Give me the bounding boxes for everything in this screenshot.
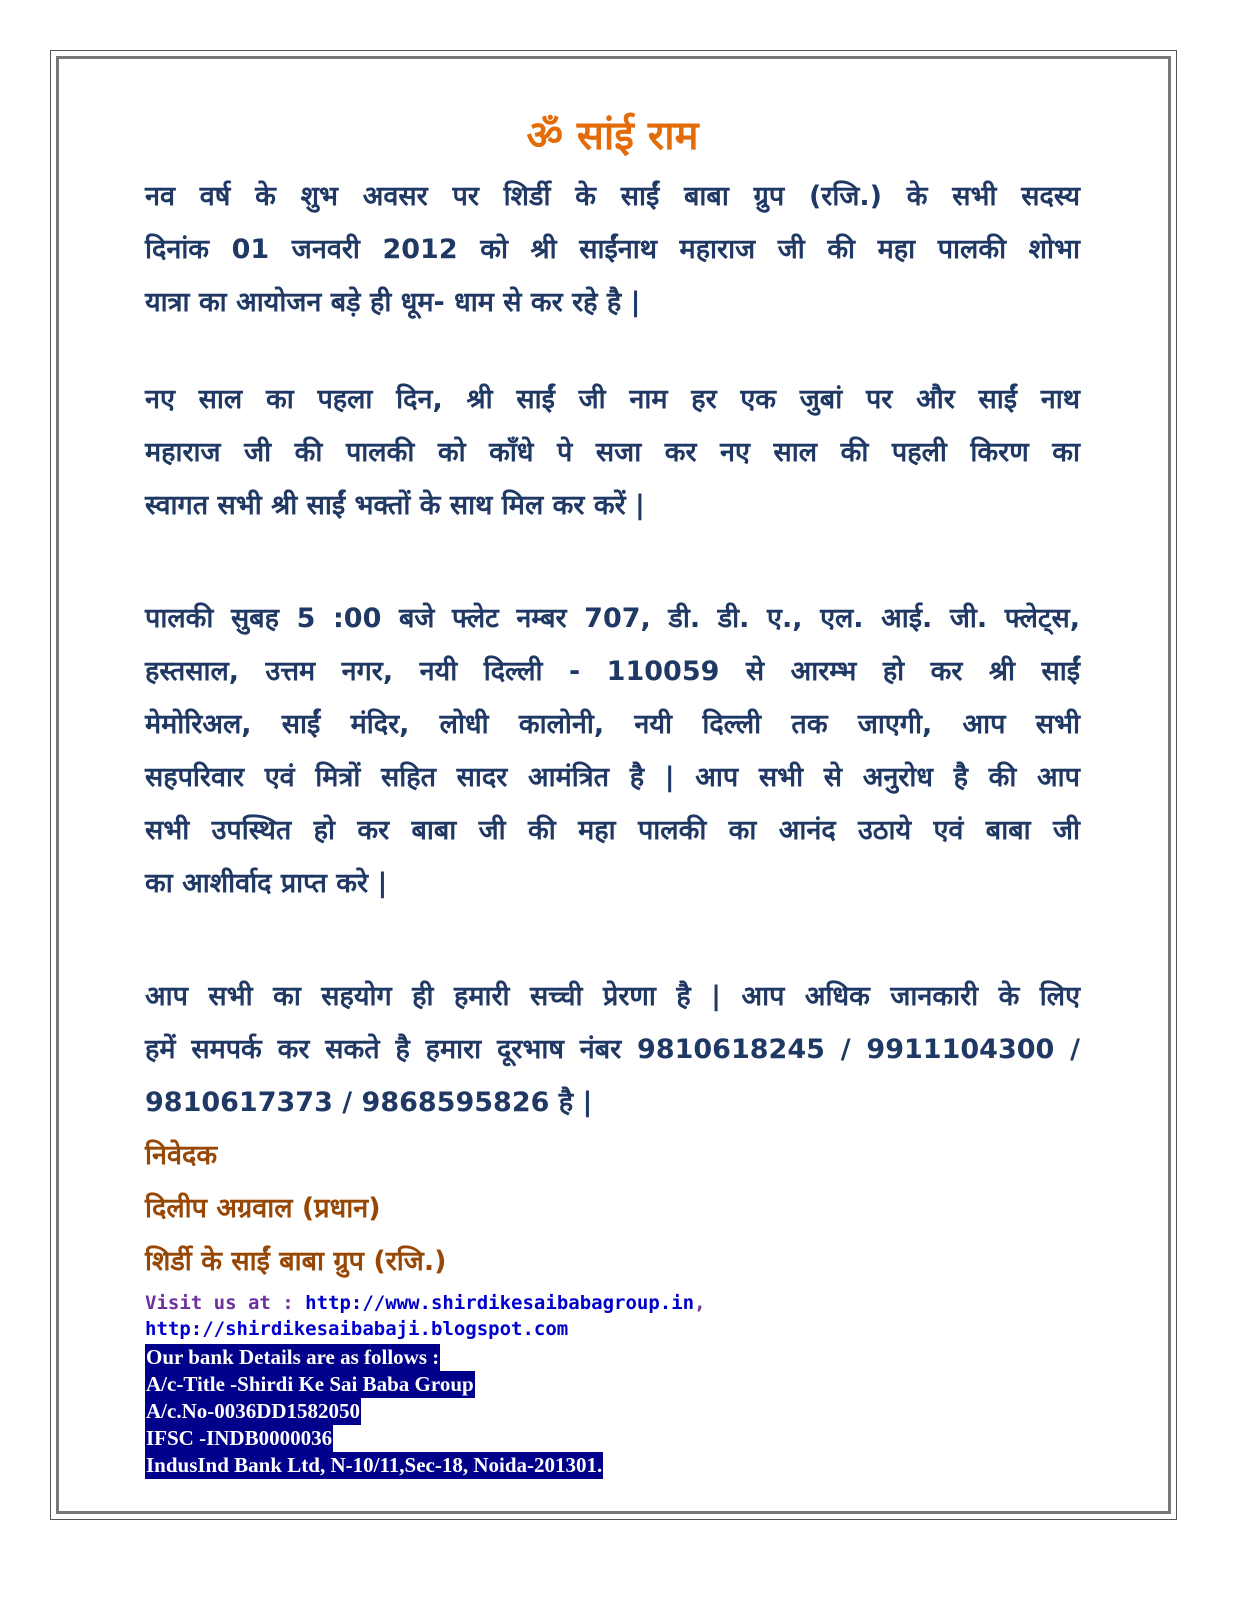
paragraph-line: 9810617373 / 9868595826 है |: [145, 1087, 593, 1118]
signature-org: शिर्डी के साईं बाबा ग्रुप (रजि.): [145, 1246, 447, 1277]
paragraph-line: हमें समपर्क कर सकते है हमारा दूरभाष नंबर 9810618245 / 9911104300 /: [145, 1034, 1080, 1065]
visit-block: [145, 1290, 1080, 1342]
website-link[interactable]: http://www.shirdikesaibabagroup.in: [305, 1292, 695, 1314]
paragraph-line: का आशीर्वाद प्राप्त करे |: [145, 868, 388, 899]
page-title: ॐ सांई राम: [526, 113, 699, 159]
paragraph-line: सभी उपस्थित हो कर बाबा जी की महा पालकी का आनंद उठाये एवं बाबा जी: [145, 815, 1080, 846]
paragraph-line: आप सभी का सहयोग ही हमारी सच्ची प्रेरणा है | आप अधिक जानकारी के लिए: [145, 981, 1080, 1012]
bank-address: IndusInd Bank Ltd, N-10/11,Sec-18, Noida-201301.: [146, 1453, 603, 1477]
paragraph-line: हस्तसाल, उत्तम नगर, नयी दिल्ली - 110059 से आरम्भ हो कर श्री साईं: [145, 656, 1080, 687]
paragraph-line: स्वागत सभी श्री साईं भक्तों के साथ मिल कर करें |: [145, 490, 645, 521]
paragraph-new-year: [145, 373, 1080, 532]
paragraph-line: दिनांक 01 जनवरी 2012 को श्री साईंनाथ महाराज जी की महा पालकी शोभा: [145, 234, 1080, 265]
visit-separator: ,: [694, 1292, 706, 1314]
paragraph-line: सहपरिवार एवं मित्रों सहित सादर आमंत्रित है | आप सभी से अनुरोध है की आप: [145, 762, 1080, 793]
bank-account-title: A/c-Title -Shirdi Ke Sai Baba Group: [146, 1372, 474, 1396]
blog-link[interactable]: http://shirdikesaibabaji.blogspot.com: [145, 1318, 569, 1340]
paragraph-announcement: [145, 170, 1080, 329]
bank-account-number: A/c.No-0036DD1582050: [146, 1399, 361, 1423]
paragraph-line: मेमोरिअल, साईं मंदिर, लोधी कालोनी, नयी दिल्ली तक जाएगी, आप सभी: [145, 709, 1080, 740]
paragraph-line: महाराज जी की पालकी को काँधे पे सजा कर नए साल की पहली किरण का: [145, 437, 1080, 468]
paragraph-line: यात्रा का आयोजन बड़े ही धूम- धाम से कर रहे है |: [145, 287, 641, 318]
signature-name: दिलीप अग्रवाल (प्रधान): [145, 1193, 381, 1224]
bank-ifsc: IFSC -INDB0000036: [146, 1426, 333, 1450]
bank-details: [145, 1344, 1080, 1479]
paragraph-route: [145, 592, 1080, 910]
paragraph-line: पालकी सुबह 5 :00 बजे फ्लेट नम्बर 707, डी. डी. ए., एल. आई. जी. फ्लेट्स,: [145, 603, 1080, 634]
bank-heading: Our bank Details are as follows :: [146, 1345, 440, 1369]
paragraph-contact: [145, 970, 1080, 1129]
visit-prefix: Visit us at :: [145, 1292, 306, 1314]
paragraph-line: नव वर्ष के शुभ अवसर पर शिर्डी के साईं बाबा ग्रुप (रजि.) के सभी सदस्य: [145, 181, 1080, 212]
letter-body: [145, 110, 1080, 1479]
paragraph-line: नए साल का पहला दिन, श्री साईं जी नाम हर एक जुबां पर और साईं नाथ: [145, 384, 1080, 415]
signature-label: निवेदक: [145, 1140, 218, 1171]
